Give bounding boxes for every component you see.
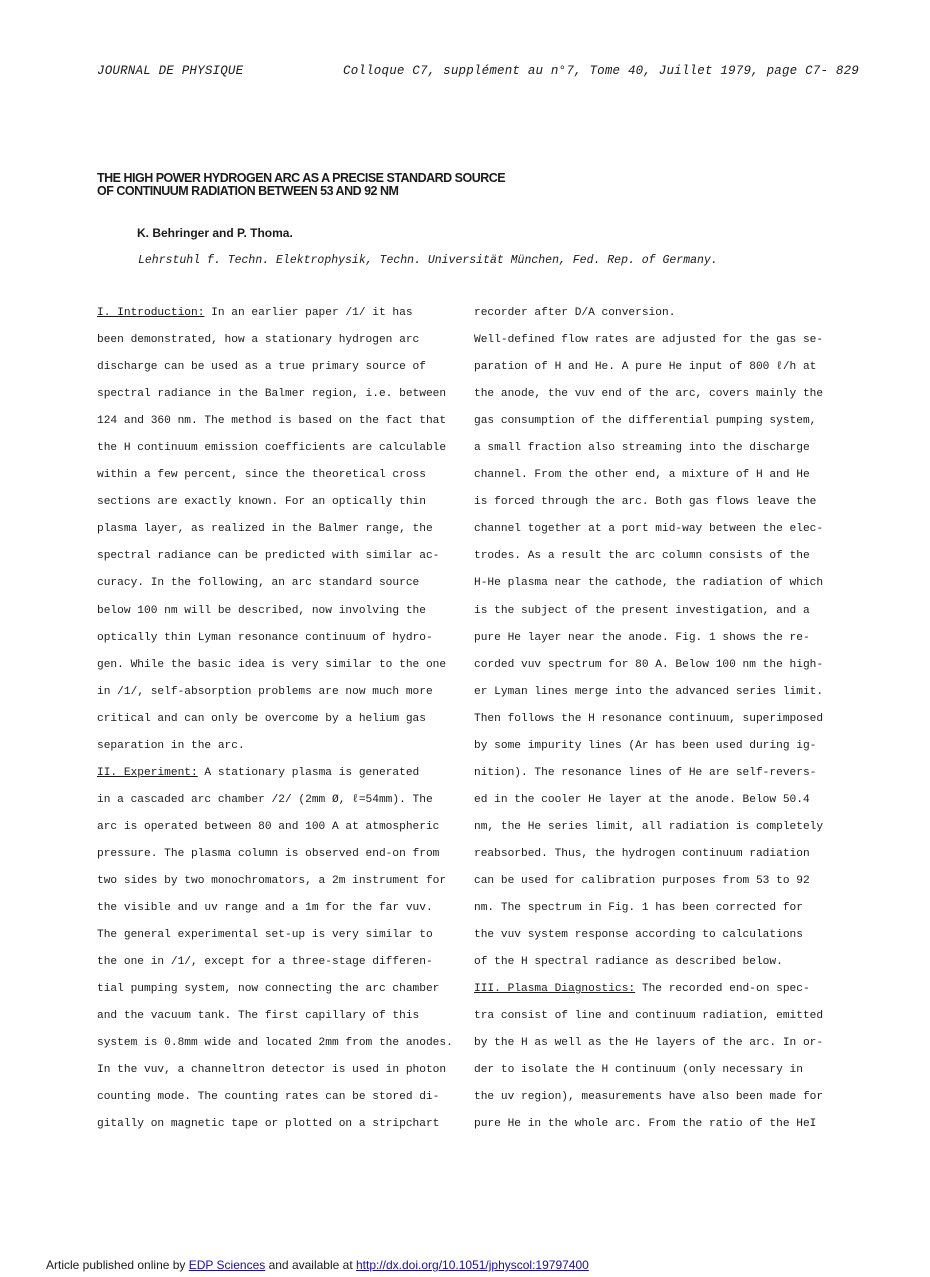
text-line: separation in the arc. [97, 739, 245, 752]
text-line: the one in /1/, except for a three-stage differen- [97, 956, 433, 969]
text-line: er Lyman lines merge into the advanced series limit. [474, 685, 824, 698]
text-line: two sides by two monochromators, a 2m instrument for [97, 874, 447, 887]
text-line: trodes. As a result the arc column consists of the [474, 550, 810, 563]
text-line: of the H spectral radiance as described below. [474, 956, 783, 969]
title-line-2: OF CONTINUUM RADIATION BETWEEN 53 AND 92 NM [97, 184, 399, 198]
text-line: is the subject of the present investigation, and a [474, 604, 810, 617]
text-line: gas consumption of the differential pumping system, [474, 415, 817, 428]
text-line: der to isolate the H continuum (only necessary in [474, 1064, 803, 1077]
intro-first-text: In an earlier paper /1/ it has [204, 307, 413, 319]
affiliation: Lehrstuhl f. Techn. Elektrophysik, Techn. Universität München, Fed. Rep. of Germany. [138, 254, 718, 267]
authors: K. Behringer and P. Thoma. [137, 226, 293, 240]
text-line: spectral radiance in the Balmer region, i.e. between [97, 388, 447, 401]
intro-first-line [97, 300, 462, 327]
text-line: recorder after D/A conversion. [474, 307, 676, 319]
text-line: gen. While the basic idea is very similar to the one [97, 658, 447, 671]
issue-info: Colloque C7, supplément au n°7, Tome 40, Juillet 1979, page C7- 829 [343, 64, 859, 78]
text-line: sections are exactly known. For an optically thin [97, 496, 426, 509]
text-line: channel. From the other end, a mixture of H and He [474, 469, 810, 482]
text-line: discharge can be used as a true primary source of [97, 361, 426, 374]
text-line: In the vuv, a channeltron detector is used in photon [97, 1064, 447, 1077]
text-line: within a few percent, since the theoretical cross [97, 469, 426, 482]
footer [46, 1258, 589, 1272]
text-line: pure He layer near the anode. Fig. 1 shows the re- [474, 631, 810, 644]
section-heading-experiment: II. Experiment: [97, 766, 198, 779]
diag-first-line [474, 976, 839, 1003]
intro-paragraph [97, 327, 462, 760]
text-line: can be used for calibration purposes from 53 to 92 [474, 874, 810, 887]
text-line: paration of H and He. A pure He input of 800 ℓ/h at [474, 361, 817, 374]
text-line: Then follows the H resonance continuum, superimposed [474, 712, 824, 725]
text-line: nm. The spectrum in Fig. 1 has been corrected for [474, 902, 803, 915]
text-line: The general experimental set-up is very similar to [97, 929, 433, 942]
text-line: tra consist of line and continuum radiation, emitted [474, 1010, 824, 1023]
text-line: curacy. In the following, an arc standard source [97, 577, 420, 590]
text-line: nm, the He series limit, all radiation is completely [474, 820, 824, 833]
text-line: system is 0.8mm wide and located 2mm from the anodes. [97, 1037, 453, 1050]
text-line: arc is operated between 80 and 100 A at atmospheric [97, 820, 440, 833]
text-line: reabsorbed. Thus, the hydrogen continuum radiation [474, 847, 810, 860]
text-line: by some impurity lines (Ar has been used during ig- [474, 739, 817, 752]
right-paragraph [474, 300, 839, 976]
text-line: optically thin Lyman resonance continuum of hydro- [97, 631, 433, 644]
diagnostics-paragraph [474, 1003, 839, 1138]
paper-title [97, 172, 617, 198]
text-line: counting mode. The counting rates can be stored di- [97, 1091, 440, 1104]
text-line: the visible and uv range and a 1m for the far vuv. [97, 902, 433, 915]
footer-middle: and available at [265, 1258, 356, 1272]
left-column [97, 300, 462, 1138]
section-heading-plasma-diagnostics: III. Plasma Diagnostics: [474, 983, 636, 996]
text-line: the uv region), measurements have also been made for [474, 1091, 824, 1104]
text-line: the vuv system response according to calculations [474, 929, 803, 942]
text-line: spectral radiance can be predicted with similar ac- [97, 550, 440, 563]
text-line: plasma layer, as realized in the Balmer range, the [97, 523, 433, 536]
text-line: gitally on magnetic tape or plotted on a stripchart [97, 1118, 440, 1131]
right-column [474, 300, 839, 1138]
text-line: corded vuv spectrum for 80 A. Below 100 nm the high- [474, 658, 824, 671]
text-line: in /1/, self-absorption problems are now much more [97, 685, 433, 698]
text-line: Well-defined flow rates are adjusted for the gas se- [474, 334, 824, 347]
experiment-paragraph [97, 787, 462, 1139]
doi-link[interactable]: http://dx.doi.org/10.1051/jphyscol:19797400 [355, 1258, 589, 1272]
text-line: H-He plasma near the cathode, the radiation of which [474, 577, 824, 590]
footer-prefix: Article published online by [46, 1258, 189, 1272]
text-line: nition). The resonance lines of He are self-revers- [474, 766, 817, 779]
text-line: is forced through the arc. Both gas flows leave the [474, 496, 817, 509]
publisher-link[interactable]: EDP Sciences [188, 1258, 266, 1272]
text-line: channel together at a port mid-way between the elec- [474, 523, 824, 536]
text-line: 124 and 360 nm. The method is based on the fact that [97, 415, 447, 428]
text-line: tial pumping system, now connecting the arc chamber [97, 983, 440, 996]
section-heading-introduction: I. Introduction: [97, 307, 205, 319]
title-line-1: THE HIGH POWER HYDROGEN ARC AS A PRECISE STANDARD SOURCE [97, 171, 506, 185]
text-line: been demonstrated, how a stationary hydrogen arc [97, 334, 420, 347]
exp-first-text: A stationary plasma is generated [197, 766, 420, 779]
text-line: the anode, the vuv end of the arc, covers mainly the [474, 388, 824, 401]
text-line: a small fraction also streaming into the discharge [474, 442, 810, 455]
text-line: ed in the cooler He layer at the anode. Below 50.4 [474, 793, 810, 806]
text-line: pressure. The plasma column is observed end-on from [97, 847, 440, 860]
text-line: in a cascaded arc chamber /2/ (2mm Ø, ℓ=54mm). The [97, 793, 433, 806]
text-line: pure He in the whole arc. From the ratio of the HeI [474, 1118, 817, 1131]
exp-first-line [97, 760, 462, 787]
diag-first-text: The recorded end-on spec- [635, 983, 810, 996]
journal-name: JOURNAL DE PHYSIQUE [97, 64, 244, 78]
text-line: the H continuum emission coefficients are calculable [97, 442, 447, 455]
text-line: by the H as well as the He layers of the arc. In or- [474, 1037, 824, 1050]
text-line: critical and can only be overcome by a helium gas [97, 712, 426, 725]
text-line: and the vacuum tank. The first capillary of this [97, 1010, 420, 1023]
text-line: below 100 nm will be described, now involving the [97, 604, 426, 617]
